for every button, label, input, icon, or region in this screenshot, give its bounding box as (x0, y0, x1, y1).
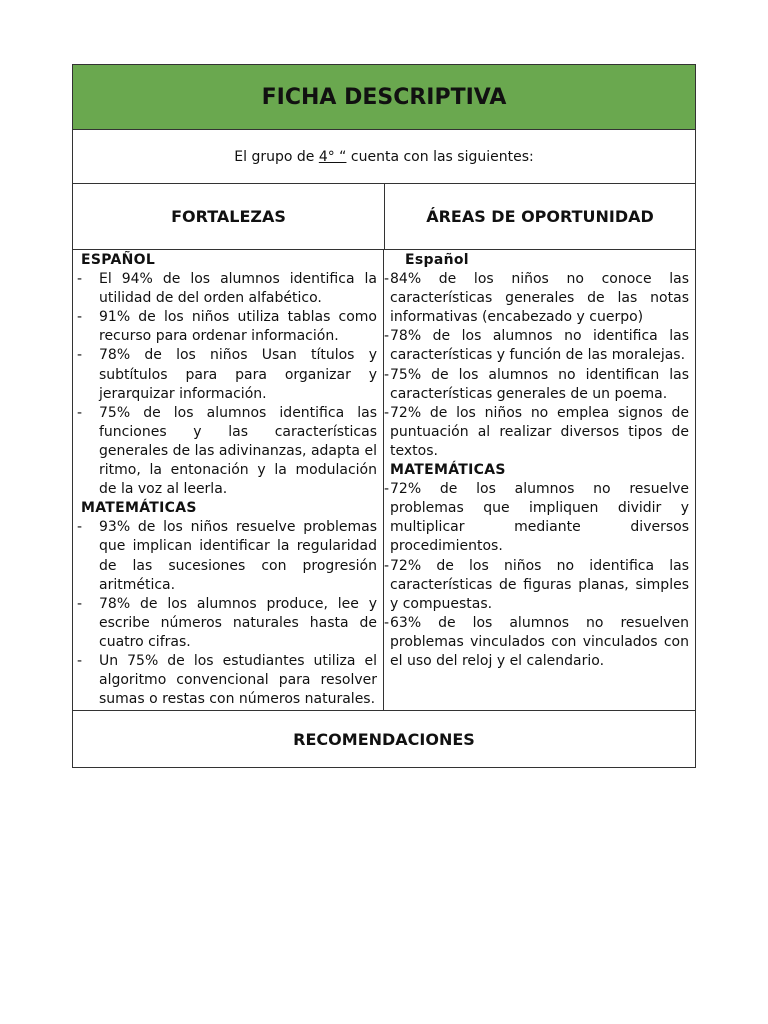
list-item-text: 84% de los niños no conoce las características generales de las notas informativas (encabezado y cuerpo) (390, 271, 689, 326)
bullet-dash: - (384, 328, 390, 345)
oportunidad-espanol-list (384, 270, 689, 461)
list-item-text: 63% de los alumnos no resuelven problemas vinculados con vinculados con el uso del reloj y el calendario. (390, 614, 689, 669)
recomendaciones-heading: RECOMENDACIONES (293, 729, 475, 749)
bullet-dash: - (384, 614, 390, 631)
bullet-dash: - (384, 271, 390, 288)
descriptive-sheet (72, 64, 696, 768)
bullet-dash: - (384, 481, 390, 498)
list-item (384, 480, 689, 556)
section-label-espanol: ESPAÑOL (81, 252, 156, 268)
bullet-dash: - (384, 404, 390, 421)
list-item-text: 78% de los alumnos produce, lee y escribe números naturales hasta de cuatro cifras. (99, 595, 377, 650)
list-item-text: 91% de los niños utiliza tablas como recurso para ordenar información. (99, 309, 377, 345)
list-item-text: 75% de los alumnos identifica las funciones y las características generales de las adivinanzas, adapta el ritmo, la entonación y la modulación de la voz al leerla. (99, 404, 377, 498)
bullet-dash: - (77, 309, 83, 326)
section-label-matematicas: MATEMÁTICAS (390, 462, 506, 479)
bullet-dash: - (77, 271, 83, 288)
bullet-dash: - (77, 404, 83, 421)
header-oportunidad: ÁREAS DE OPORTUNIDAD (426, 207, 654, 226)
list-item (384, 614, 689, 671)
list-item (77, 270, 377, 308)
bullet-dash: - (77, 595, 83, 612)
list-item-text: 75% de los alumnos no identifican las características generales de un poema. (390, 366, 689, 402)
bullet-dash: - (77, 519, 83, 536)
bullet-dash: - (77, 652, 83, 669)
list-item-text: 78% de los alumnos no identifica las características y función de las moralejas. (390, 328, 689, 364)
fortalezas-espanol-list (77, 270, 377, 499)
list-item-text: 72% de los niños no identifica las características de figuras planas, simples y compuestas. (390, 557, 689, 612)
column-headers (73, 184, 695, 250)
bullet-dash: - (77, 347, 83, 364)
oportunidad-column (384, 250, 695, 710)
fortalezas-column (73, 250, 384, 710)
list-item (77, 346, 377, 403)
sheet-title: FICHA DESCRIPTIVA (73, 65, 695, 130)
intro-after: cuenta con las siguientes: (346, 148, 534, 165)
section-label-espanol: Español (405, 252, 469, 268)
bullet-dash: - (384, 366, 390, 383)
intro-before: El grupo de (234, 148, 319, 165)
list-item (384, 327, 689, 365)
list-item (77, 652, 377, 709)
section-label-matematicas: MATEMÁTICAS (81, 500, 197, 517)
list-item-text: 78% de los niños Usan títulos y subtítulos para para organizar y jerarquizar información. (99, 347, 377, 402)
header-fortalezas: FORTALEZAS (73, 184, 385, 249)
list-item (384, 270, 689, 327)
list-item (77, 308, 377, 346)
list-item (384, 366, 689, 404)
list-item (77, 404, 377, 499)
list-item-text: 72% de los niños no emplea signos de puntuación al realizar diversos tipos de textos. (390, 404, 689, 459)
intro-grade: 4° “ (318, 148, 347, 165)
list-item (77, 518, 377, 594)
list-item-text: 93% de los niños resuelve problemas que implican identificar la regularidad de las sucesiones con progresión aritmética. (99, 519, 377, 593)
list-item (384, 404, 689, 461)
oportunidad-matematicas-list (384, 480, 689, 671)
list-item-text: El 94% de los alumnos identifica la utilidad de del orden alfabético. (99, 271, 377, 307)
bullet-dash: - (384, 557, 390, 574)
list-item-text: 72% de los alumnos no resuelve problemas que impliquen dividir y multiplicar mediante diversos procedimientos. (390, 481, 689, 555)
intro-line (73, 130, 695, 184)
list-item (384, 557, 689, 614)
list-item-text: Un 75% de los estudiantes utiliza el algoritmo convencional para resolver sumas o restas con números naturales. (99, 652, 377, 708)
content-row (73, 250, 695, 711)
list-item (77, 595, 377, 652)
fortalezas-matematicas-list (77, 518, 377, 709)
